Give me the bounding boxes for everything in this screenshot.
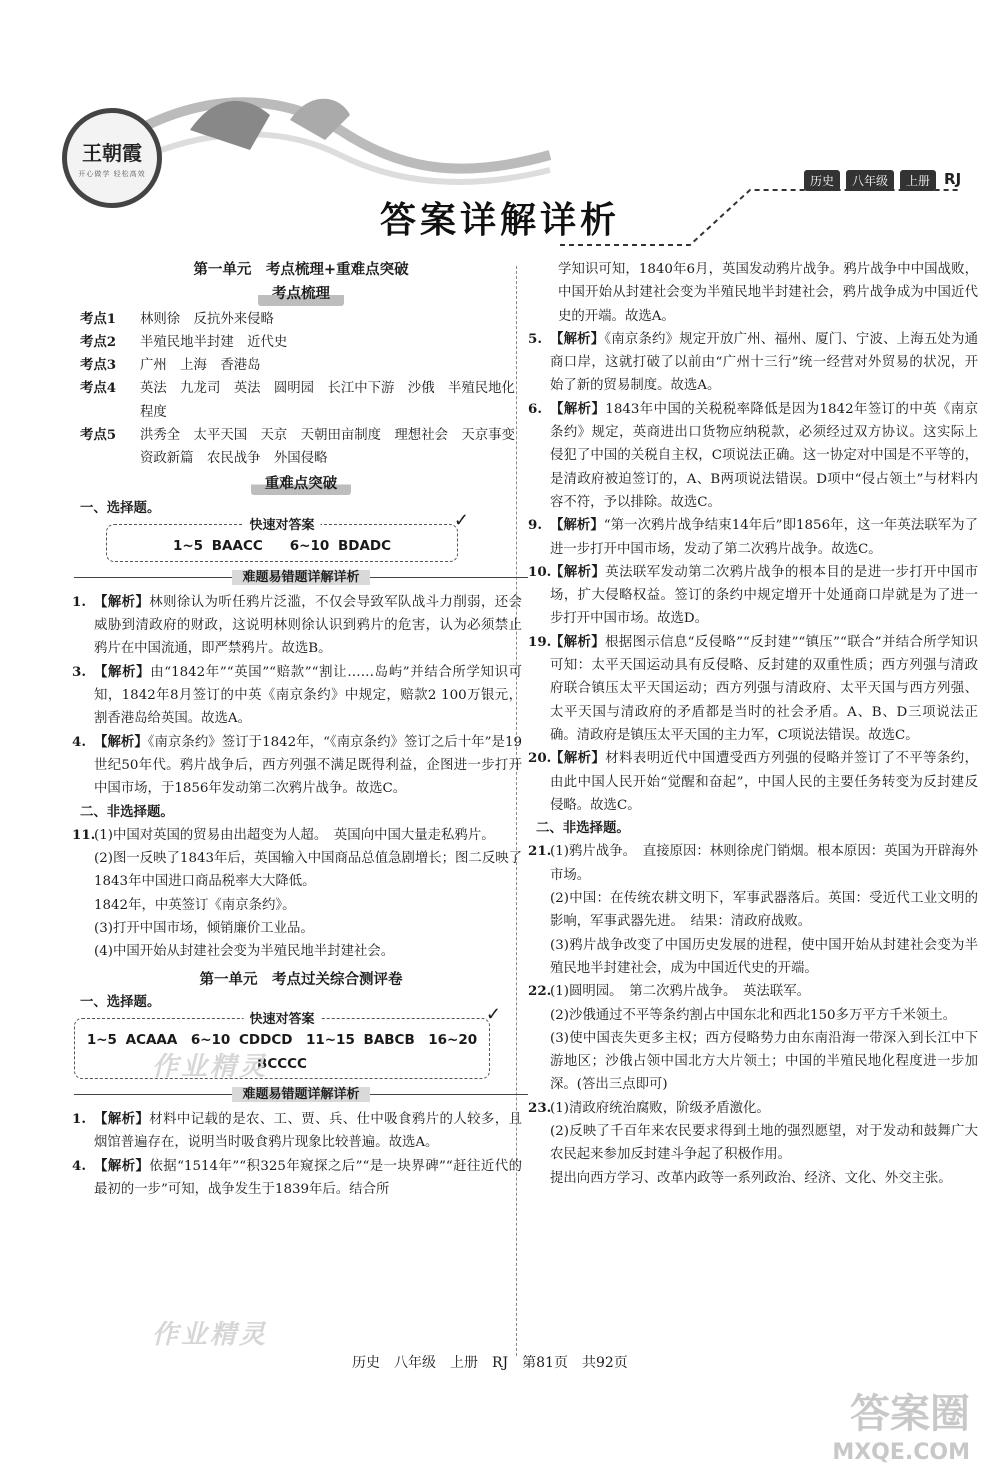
- brand-name: 王朝霞: [82, 141, 142, 165]
- check-icon: ✓: [485, 1004, 501, 1026]
- quick-answers: 1~5 ACAAA 6~10 CDDCD 11~15 BABCB 16~20 BCCCC: [86, 1032, 478, 1072]
- section-heading: 二、非选择题。: [536, 820, 630, 837]
- volume-tag: 上册: [900, 170, 936, 191]
- brand-slogan: 开心做学 轻松高效: [78, 170, 146, 178]
- analysis-item: 4. 【解析】《南京条约》签订于1842年，“《南京条约》签订之后十年”是19世纪50年代。鸦片战争后，西方列强不满足既得利益，企图进一步打开中国市场，于1856年发动第二次鸦片战争。故选C。: [72, 733, 522, 797]
- header-dashed-line: [560, 150, 980, 250]
- analysis-item: 1. 【解析】材料中记载的是农、工、贾、兵、仕中吸食鸦片的人较多，且烟馆普遍存在，说明当时吸食鸦片现象比较普遍。故选A。: [72, 1111, 522, 1151]
- quick-answer-box: [74, 1004, 501, 1079]
- kpt-item: 考点1 林则徐 反抗外来侵略: [80, 310, 274, 327]
- answer-item-23: 23. (1)清政府统治腐败，阶级矛盾激化。 (2)反映了千百年来农民要求得到土地的强烈愿望，对于发动和鼓舞广大农民起来参加反封建斗争起了积极作用。 提出向西方学习、改革内政等一系列政治、经济、文化、外交主张。: [528, 1099, 978, 1186]
- analysis-item: 3. 【解析】由“1842年”“英国”“赔款”“割让……岛屿”并结合所学知识可知，1842年8月签订的中英《南京条约》中规定，赔款2 100万银元，割香港岛给英国。故选A。: [72, 663, 523, 727]
- analysis-item: 19. 【解析】根据图示信息“反侵略”“反封建”“镇压”“联合”并结合所学知识可知：太平天国运动具有反侵略、反封建的双重性质；西方列强与清政府联合镇压太平天国运动；西方列强与清政府、太平天国与西方列强、太平天国与清政府的矛盾都是当时的社会矛盾。A、B、D三项说法正确。清政府是镇压太平天国的主力军，C项说法错误。故选C。: [528, 633, 979, 743]
- edition-tag: RJ: [944, 170, 962, 188]
- answer-item-11: 11. (1)中国对英国的贸易由出超变为人超。 英国向中国大量走私鸦片。 (2)图一反映了1843年后，英国输入中国商品总值急剧增长；图二反映了1843年中国进口商品税率大大降低。 1842年，中英签订《南京条约》。 (3)打开中国市场，倾销廉价工业品。 (4)中国开始从封建社会变为半殖民地半封建社会。: [72, 826, 522, 960]
- page-footer: 历史 八年级 上册 RJ 第81页 共92页: [352, 1355, 628, 1371]
- continued-text: 学知识可知，1840年6月，英国发动鸦片战争。鸦片战争中中国战败，中国开始从封建社会变为半殖民地半封建社会，鸦片战争成为中国近代史的开端。故选A。: [558, 262, 978, 324]
- difficulty-heading: 重难点突破: [80, 472, 522, 496]
- analysis-band: 难题易错题详解详析: [74, 566, 528, 589]
- quick-answer-title: 快速对答案: [243, 1008, 320, 1031]
- section-heading: 二、非选择题。: [80, 803, 174, 820]
- answer-item-21: 21. (1)鸦片战争。 直接原因：林则徐虎门销烟。根本原因：英国为开辟海外市场。 (2)中国：在传统农耕文明下，军事武器落后。英国：受近代工业文明的影响，军事武器先进。 结果：清政府战败。 (3)鸦片战争改变了中国历史发展的进程，使中国开始从封建社会变为半殖民地半封建社会，成为中国近代史的开端。: [528, 843, 978, 976]
- quick-answers: 1~5 BAACC 6~10 BDADC: [172, 538, 392, 555]
- check-icon: ✓: [453, 510, 469, 532]
- quick-answer-box: [106, 510, 469, 561]
- site-watermark-url: MXQE.COM: [832, 1440, 970, 1465]
- left-column: [72, 258, 529, 1201]
- page-title: 答案详解详析: [380, 199, 621, 241]
- section-heading: 一、选择题。: [80, 993, 161, 1010]
- analysis-item: 9. 【解析】“第一次鸦片战争结束14年后”即1856年，这一年英法联军为了进一步打开中国市场，发动了第二次鸦片战争。故选C。: [528, 517, 978, 557]
- site-watermark: 答案圈: [850, 1391, 970, 1437]
- analysis-item: 4. 【解析】依据“1514年”“积325年窥探之后”“是一块界碑”“赶往近代的最初的一步”可知，战争发生于1839年后。结合所: [72, 1157, 523, 1197]
- kpt-item: 考点3 广州 上海 香港岛: [80, 357, 261, 374]
- kpt-item: 考点4 英法 九龙司 英法 圆明园 长江中下游 沙俄 半殖民地化程度: [80, 380, 515, 420]
- subject-tag: 历史: [804, 170, 840, 191]
- brand-logo: [62, 108, 162, 208]
- kpt-item: 考点2 半殖民地半封建 近代史: [80, 333, 288, 350]
- analysis-item: 1. 【解析】林则徐认为听任鸦片泛滥，不仅会导致军队战斗力削弱，还会威胁到清政府的财政，这说明林则徐认识到鸦片的危害，认为必须禁止鸦片在中国流通，即严禁鸦片。故选B。: [72, 593, 522, 657]
- analysis-band: 难题易错题详解详析: [74, 1083, 528, 1106]
- right-column: [528, 258, 979, 1190]
- kpt-heading: 考点梳理: [80, 282, 522, 306]
- analysis-item: 6. 【解析】1843年中国的关税税率降低是因为1842年签订的中英《南京条约》规定，英商进出口货物应纳税款，必须经过双方协议。这实际上侵犯了中国的关税自主权，C项说法正确。这一协定对中国是不平等的，是清政府被迫签订的，A、B两项说法错误。D项中“侵占领土”与材料内容不符，予以排除。故选C。: [528, 400, 979, 510]
- analysis-item: 5. 【解析】《南京条约》规定开放广州、福州、厦门、宁波、上海五处为通商口岸，这就打破了以前由“广州十三行”统一经营对外贸易的状况，开始了新的贸易制度。故选A。: [528, 330, 978, 394]
- answer-item-22: 22. (1)圆明园。 第二次鸦片战争。 英法联军。 (2)沙俄通过不平等条约割占中国东北和西北150多万平方千米领土。 (3)使中国丧失更多主权；西方侵略势力由东南沿海一带深入到长江中下游地区；沙俄占领中国北方大片领土；中国的半殖民地化程度进一步加深。(答出三点即可): [528, 983, 978, 1093]
- watermark: 作业精灵: [152, 1052, 269, 1082]
- watermark: 作业精灵: [152, 1320, 269, 1350]
- analysis-item: 10. 【解析】英法联军发动第二次鸦片战争的根本目的是进一步打开中国市场，扩大侵略权益。签订的条约中规定增开十处通商口岸就是为了进一步打开中国市场。故选D。: [528, 563, 978, 627]
- kpt-item: 考点5 洪秀全 太平天国 天京 天朝田亩制度 理想社会 天京事变 资政新篇 农民战争 外国侵略: [80, 427, 529, 467]
- section-heading: 一、选择题。: [80, 499, 161, 516]
- unit1-title: 第一单元 考点梳理+重难点突破: [193, 261, 409, 278]
- subject-tags: [804, 170, 963, 191]
- grade-tag: 八年级: [846, 170, 894, 191]
- analysis-item: 20. 【解析】材料表明近代中国遭受西方列强的侵略并签订了不平等条约，由此中国人民开始“觉醒和奋起”，中国人民的主要任务转变为反封建反侵略。故选C。: [528, 750, 978, 813]
- quick-answer-title: 快速对答案: [243, 514, 320, 537]
- unit2-title: 第一单元 考点过关综合测评卷: [199, 970, 403, 988]
